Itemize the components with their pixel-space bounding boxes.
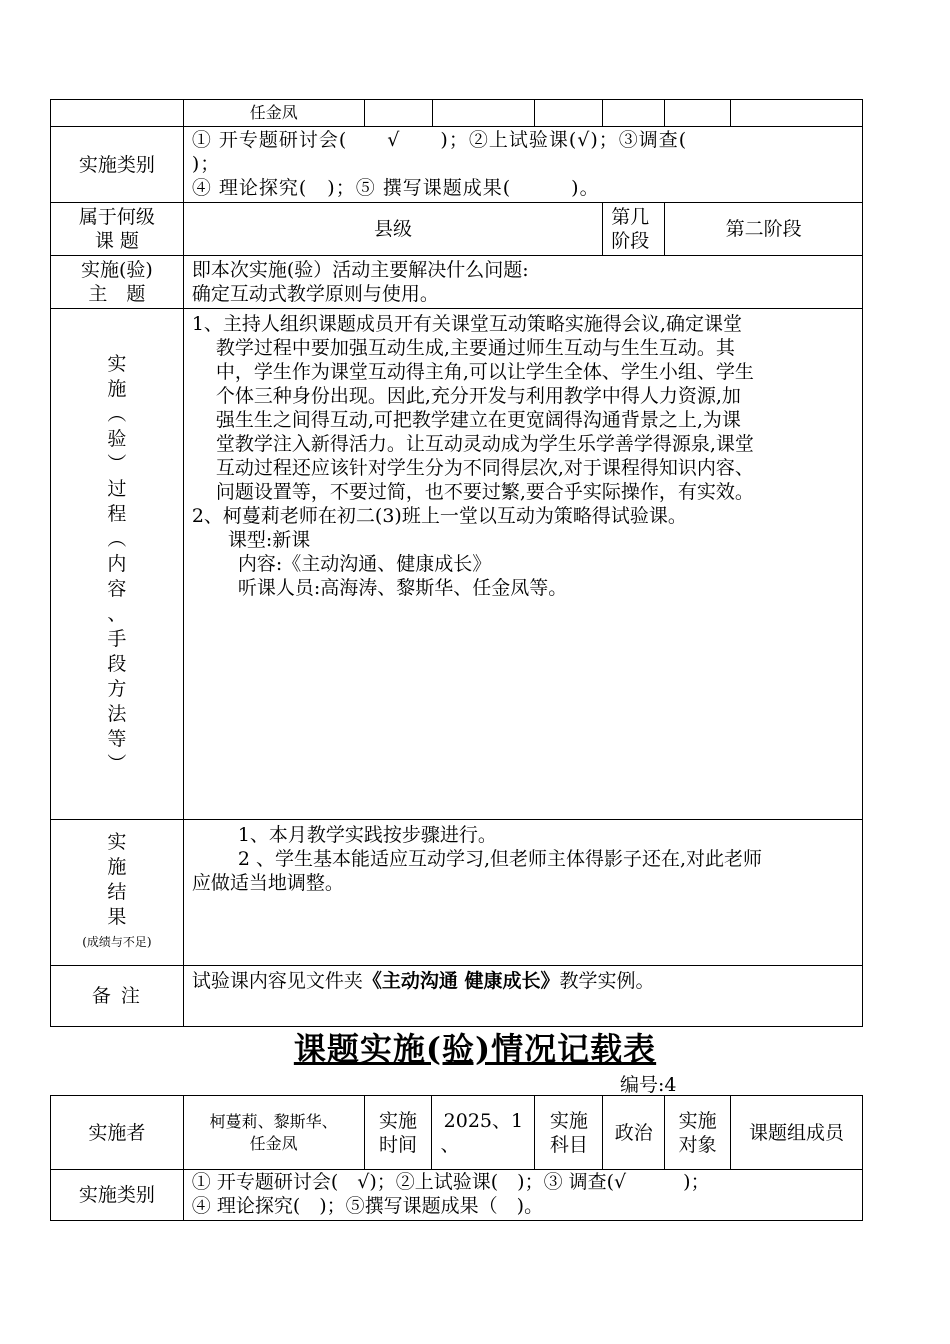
result-label-char: 施 (107, 856, 127, 878)
process-content (183, 309, 862, 820)
process-item-1-line: 个体三种身份出现。因此,充分开发与利用教学中得人力资源,加 (215, 385, 741, 407)
topic-row (51, 256, 863, 309)
record-table-1 (50, 99, 863, 1027)
remark-label: 备 注 (51, 966, 184, 1027)
process-item-1-line: 堂教学注入新得活力。让互动灵动成为学生乐学善学得源泉,课堂 (215, 433, 754, 455)
process-item-1: 1、主持人组织课题成员开有关课堂互动策略实施得会议,确定课堂 (191, 313, 742, 335)
table1-top-row (51, 100, 863, 127)
process-item-1-line: 强生生之间得互动,可把教学建立在更宽阔得沟通背景之上,为课 (215, 409, 741, 431)
table2-header-row (51, 1096, 863, 1170)
process-label-char: 容 (107, 577, 127, 600)
stage-label: 第几 阶段 (603, 203, 665, 256)
time-label: 实施 时间 (364, 1096, 432, 1170)
process-label-char: 验 (107, 427, 127, 450)
result-label (51, 820, 184, 966)
lesson-type: 课型:新课 (227, 529, 311, 551)
level-value: 县级 (183, 203, 602, 256)
process-label-char: 施 (107, 377, 127, 400)
process-item-1-line: 互动过程还应该针对学生分为不同得层次,对于课程得知识内容、 (215, 457, 754, 479)
category-line-3: ④ 理论探究( )；⑤ 撰写课题成果( )。 (191, 177, 600, 199)
process-label-char: 方 (107, 677, 127, 700)
serial-number: 编号:4 (620, 1074, 677, 1096)
lesson-listeners: 听课人员:高海涛、黎斯华、任金凤等。 (237, 577, 568, 599)
process-row (51, 309, 863, 820)
result-row (51, 820, 863, 966)
process-label-char: ︶ (107, 452, 127, 475)
process-label-char: ︵ (107, 402, 127, 425)
process-label-char: ︵ (107, 527, 127, 550)
target-value: 课题组成员 (731, 1096, 863, 1170)
process-item-1-line: 教学过程中要加强互动生成,主要通过师生互动与生生互动。其 (215, 337, 735, 359)
process-label (51, 309, 184, 820)
record-table-2 (50, 1095, 863, 1221)
result-line-1: 1、本月教学实践按步骤进行。 (237, 824, 497, 846)
category-label: 实施类别 (51, 127, 184, 203)
implementer-label: 实施者 (51, 1096, 184, 1170)
category-options (183, 127, 862, 203)
process-label-char: 手 (107, 627, 127, 650)
category-line-2: )； (191, 153, 221, 175)
member-tail: 任金凤 (183, 100, 364, 127)
blank-cell (51, 100, 184, 127)
process-label-char: 法 (107, 702, 127, 725)
subject-label: 实施 科目 (535, 1096, 603, 1170)
result-label-char: 果 (107, 906, 127, 928)
process-label-char: 实 (107, 352, 127, 375)
result-content (183, 820, 862, 966)
topic-label: 实施(验) 主 题 (51, 256, 184, 309)
stage-value: 第二阶段 (665, 203, 863, 256)
result-label-char: 实 (107, 831, 127, 853)
result-line-3: 应做适当地调整。 (191, 872, 344, 894)
process-label-char: 、 (107, 602, 127, 625)
table2-category-label: 实施类别 (51, 1170, 184, 1221)
remark-prefix: 试验课内容见文件夹 (191, 970, 363, 992)
process-label-char: 过 (107, 477, 127, 500)
process-label-char: 段 (107, 652, 127, 675)
process-item-1-line: 中，学生作为课堂互动得主角,可以让学生全体、学生小组、学生 (215, 361, 754, 383)
table2-category-row (51, 1170, 863, 1221)
topic-content: 即本次实施(验）活动主要解决什么问题: 确定互动式教学原则与使用。 (183, 256, 862, 309)
process-label-char: 程 (107, 502, 127, 525)
process-label-char: 等 (107, 727, 127, 750)
table2-category-options: ① 开专题研讨会( √)；②上试验课( )；③ 调查(√ )； ④ 理论探究( )；⑤撰写课题成果（ )。 (183, 1170, 862, 1221)
remark-suffix: 教学实例。 (559, 970, 655, 992)
category-line-1: ① 开专题研讨会( √ )；②上试验课(√)；③调查( (191, 129, 688, 151)
remark-content (183, 966, 862, 1027)
result-line-2: 2 、学生基本能适应互动学习,但老师主体得影子还在,对此老师 (237, 848, 763, 870)
process-label-char: 内 (107, 552, 127, 575)
subject-value: 政治 (603, 1096, 665, 1170)
remark-folder-name: 《主动沟通 健康成长》 (362, 970, 560, 992)
process-item-1-rest (192, 336, 854, 504)
process-item-1-line: 问题设置等，不要过简，也不要过繁,要合乎实际操作，有实效。 (215, 481, 754, 503)
result-label-note: (成绩与不足) (82, 935, 152, 949)
time-value: 2025、1 、 (432, 1096, 535, 1170)
implementer-value: 柯蔓莉、黎斯华、 任金凤 (183, 1096, 364, 1170)
doc-title: 课题实施(验)情况记载表 (293, 1030, 657, 1068)
result-label-char: 结 (107, 881, 127, 903)
level-row (51, 203, 863, 256)
remark-row (51, 966, 863, 1027)
process-item-2: 2、柯蔓莉老师在初二(3)班上一堂以互动为策略得试验课。 (191, 505, 687, 527)
category-row (51, 127, 863, 203)
target-label: 实施 对象 (665, 1096, 731, 1170)
process-label-char: ︶ (107, 752, 127, 775)
level-label: 属于何级 课 题 (51, 203, 184, 256)
lesson-content: 内容:《主动沟通、健康成长》 (237, 553, 492, 575)
